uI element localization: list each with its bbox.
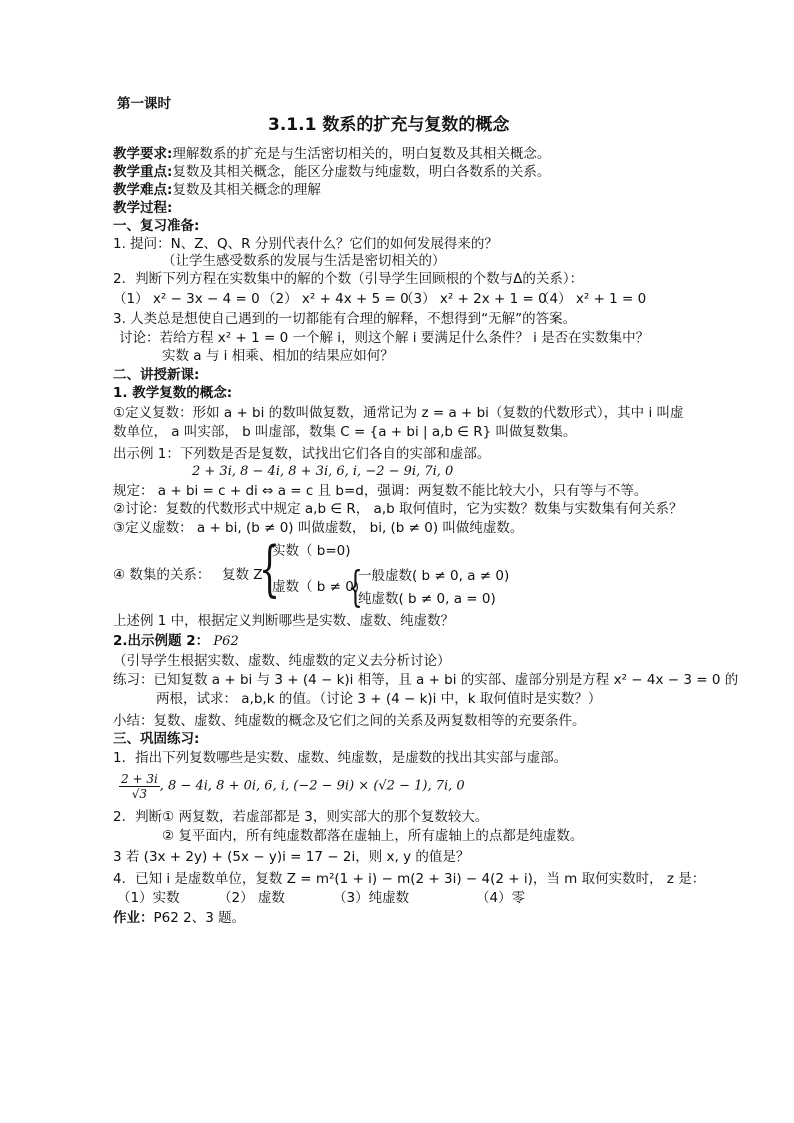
requirement-text: 理解数系的扩充是与生活密切相关的，明白复数及其相关概念。 [172,146,551,162]
relation-imaginary: 虚数（ b ≠ 0) [272,579,360,595]
difficulty-text: 复数及其相关概念的理解 [172,182,321,198]
review-item-3: 3. 人类总是想使自己遇到的一切都能有合理的解释，不想得到“无解”的答案。 [113,311,577,327]
practice-line1: 练习：已知复数 a + bi 与 3 + (4 − k)i 相等，且 a + bi 的实部、虚部分别是方程 x² − 4x − 3 = 0 的 [113,672,739,688]
example-1-list: 2 + 3i, 8 − 4i, 8 + 3i, 6, i, −2 − 9i, 7i, 0 [192,464,454,479]
left-brace-small: { [348,562,363,611]
definition-complex-line1: ①定义复数：形如 a + bi 的数叫做复数，通常记为 z = a + bi（复数的代数形式），其中 i 叫虚 [113,405,684,421]
requirement-label: 教学要求: [113,146,173,162]
key-text: 复数及其相关概念，能区分虚数与纯虚数，明白各数系的关系。 [172,164,551,180]
fraction-denominator: √3 [131,787,148,801]
teaching-requirement [113,145,550,163]
exercise-4-option-2: （2） 虚数 [218,890,285,906]
section-2-heading: 二、讲授新课: [113,367,200,383]
exercise-4: 4．已知 i 是虚数单位，复数 Z = m²(1 + i) − m(2 + 3i) − 4(2 + i)，当 m 取何实数时， z 是： [113,871,706,887]
relation-label: ④ 数集的关系： [113,567,211,583]
exercise-1-fraction [119,772,160,801]
lesson-label: 第一课时 [117,96,171,112]
difficulty-label: 教学难点: [113,182,173,198]
example-1: 出示例 1：下列数是否是复数，试找出它们各自的实部和虚部。 [113,446,491,462]
equation-2: （2） x² + 4x + 5 = 0 [262,291,409,307]
teaching-key-point [113,163,550,181]
exercise-2: 2．判断① 两复数，若虚部都是 3，则实部大的那个复数较大。 [113,809,489,825]
fraction-numerator: 2 + 3i [121,772,158,786]
exercise-3: 3 若 (3x + 2y) + (5x − y)i = 17 − 2i，则 x, y 的值是？ [113,849,470,865]
exercise-2b: ② 复平面内，所有纯虚数都落在虚轴上，所有虚轴上的点都是纯虚数。 [162,828,584,844]
page-title: 3.1.1 数系的扩充与复数的概念 [268,115,510,135]
subsection-complex-concept: 1. 教学复数的概念: [113,385,233,401]
discussion-3: ②讨论：复数的代数形式中规定 a,b ∈ R， a,b 取何值时，它为实数？数集与实数集有何关系？ [113,501,683,517]
section-1-heading: 一、复习准备: [113,218,200,234]
exercise-4-option-3: （3）纯虚数 [333,890,410,906]
definition-complex-line2: 数单位， a 叫实部， b 叫虚部，数集 C = {a + bi | a,b ∈ R} 叫做复数集。 [113,424,577,440]
summary: 小结：复数、虚数、纯虚数的概念及它们之间的关系及两复数相等的充要条件。 [113,713,586,729]
discussion-2: 实数 a 与 i 相乘、相加的结果应如何？ [162,348,394,364]
process-label: 教学过程: [113,200,173,216]
key-label: 教学重点: [113,164,173,180]
practice-line2: 两根，试求： a,b,k 的值。（讨论 3 + (4 − k)i 中，k 取何值时是实数？） [156,691,602,707]
relation-general-imaginary: 一般虚数( b ≠ 0, a ≠ 0) [358,568,510,584]
relation-pure-imaginary: 纯虚数( b ≠ 0, a = 0) [358,591,496,607]
review-item-1: 1. 提问：N、Z、Q、R 分别代表什么？它们的如何发展得来的？ [113,236,498,252]
exercise-1-list [119,772,465,804]
homework-label: 作业： [113,910,154,926]
exercise-1-rest: , 8 − 4i, 8 + 0i, 6, i, (−2 − 9i) × (√2 − 1), 7i, 0 [159,778,465,794]
discussion-1: 讨论：若给方程 x² + 1 = 0 一个解 i，则这个解 i 要满足什么条件？ i 是否在实数集中？ [119,330,650,346]
relation-root: 复数 Z [222,567,263,583]
example-2-ref: P62 [213,634,239,649]
equation-4: （4） x² + 1 = 0 [536,291,647,307]
section-3-heading: 三、巩固练习: [113,731,200,747]
teaching-difficulty [113,181,321,199]
exercise-4-option-4: （4）零 [476,890,526,906]
example-2-label: 2.出示例题 2： [113,633,210,649]
relation-real: 实数（ b=0) [272,543,351,559]
left-brace-large: { [259,534,281,604]
equality-rule: 规定： a + bi = c + di ⇔ a = c 且 b=d，强调：两复数不能比较大小，只有等与不等。 [113,483,648,499]
equation-1: （1） x² − 3x − 4 = 0 [113,291,260,307]
homework-text: P62 2、3 题。 [153,910,246,926]
example-2-note: （引导学生根据实数、虚数、纯虚数的定义去分析讨论） [113,653,451,669]
exercise-1: 1．指出下列复数哪些是实数、虚数、纯虚数，是虚数的找出其实部与虚部。 [113,750,568,766]
definition-imaginary: ③定义虚数： a + bi, (b ≠ 0) 叫做虚数， bi, (b ≠ 0) 叫做纯虚数。 [113,520,524,536]
review-item-1-note: （让学生感受数系的发展与生活是密切相关的） [162,253,446,269]
example-2 [113,632,239,651]
homework [113,909,245,927]
review-item-2: 2．判断下列方程在实数集中的解的个数（引导学生回顾根的个数与Δ的关系）： [113,271,584,287]
equation-3: （3） x² + 2x + 1 = 0 [400,291,547,307]
example-1-question: 上述例 1 中，根据定义判断哪些是实数、虚数、纯虚数？ [113,613,455,629]
exercise-4-option-1: （1）实数 [117,890,180,906]
